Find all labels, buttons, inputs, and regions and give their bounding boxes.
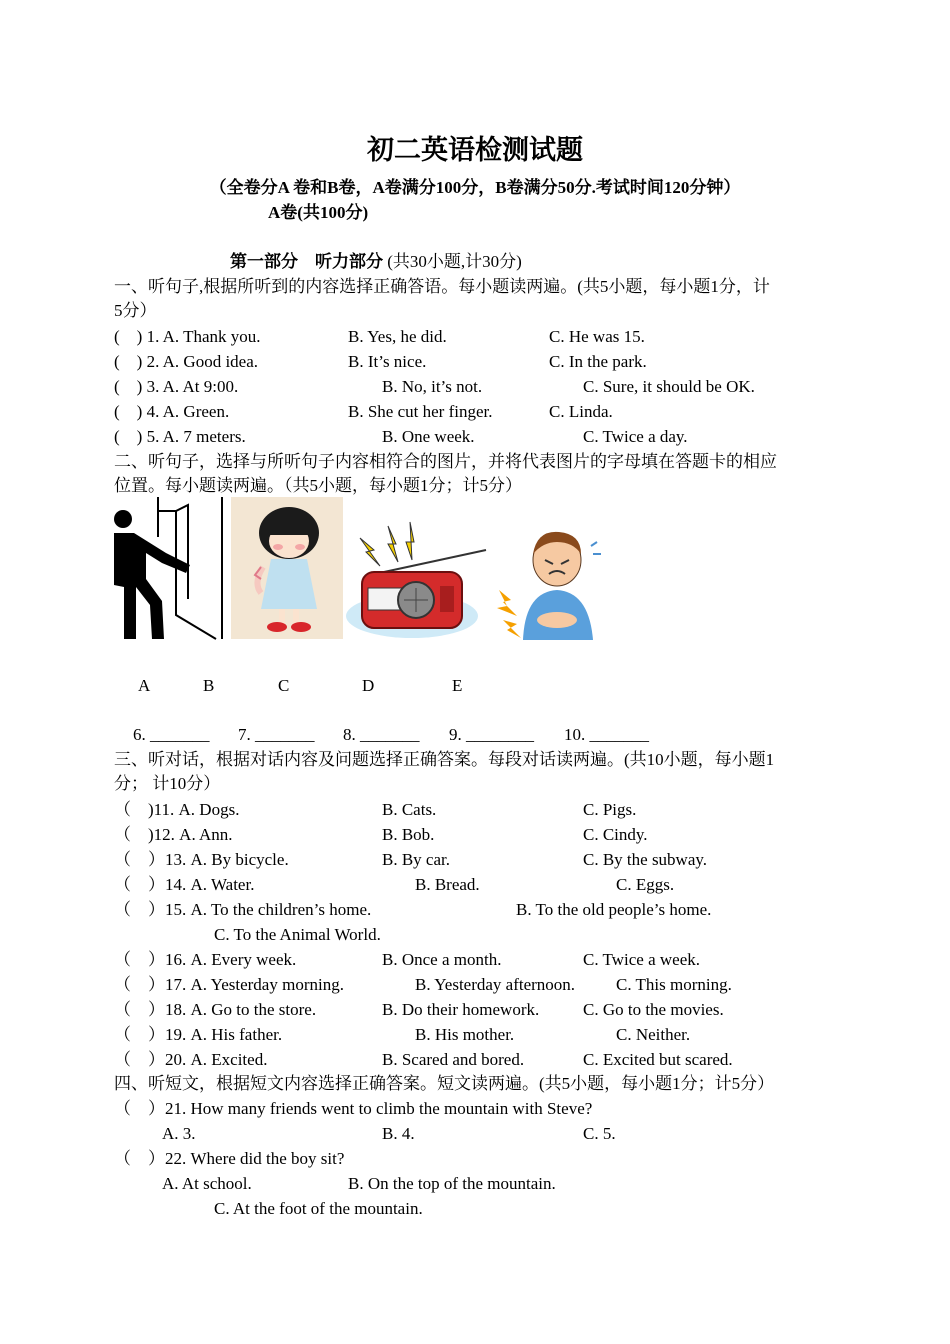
radio-picture: [344, 520, 488, 640]
question-21-option-c: C. 5.: [583, 1124, 616, 1143]
question-19-option-b: B. His mother.: [415, 1025, 515, 1044]
picture-label-b: B: [203, 676, 215, 695]
question-3-option-c: C. Sure, it should be OK.: [583, 377, 755, 396]
question-5-option-a: ( ) 5. A. 7 meters.: [114, 427, 246, 446]
question-11-option-b: B. Cats.: [382, 800, 437, 819]
question-17-option-c: C. This morning.: [616, 975, 732, 994]
question-17-option-a: （ ）17. A. Yesterday morning.: [114, 975, 344, 994]
question-2-option-a: ( ) 2. A. Good idea.: [114, 352, 259, 371]
question-13-option-b: B. By car.: [382, 850, 450, 869]
question-13-option-a: （ ）13. A. By bicycle.: [114, 850, 289, 869]
question-17-option-b: B. Yesterday afternoon.: [415, 975, 576, 994]
question-12-option-c: C. Cindy.: [583, 825, 648, 844]
part1-title: 第一部分 听力部分: [230, 252, 383, 271]
section2-instruction-cont: 位置。每小题读两遍。（共5小题，每小题1分；计5分）: [114, 476, 522, 495]
question-2-option-c: C. In the park.: [549, 352, 647, 371]
picture-label-a: A: [138, 676, 151, 695]
exam-subtitle: （全卷分A 卷和B卷，A卷满分100分，B卷满分50分.考试时间120分钟）: [209, 178, 741, 197]
question-22-stem: （ ）22. Where did the boy sit?: [114, 1149, 345, 1168]
question-5-option-c: C. Twice a day.: [583, 427, 688, 446]
girl-picture: [231, 497, 343, 639]
question-20-option-b: B. Scared and bored.: [382, 1050, 525, 1069]
question-3-option-a: ( ) 3. A. At 9:00.: [114, 377, 239, 396]
question-12-option-b: B. Bob.: [382, 825, 435, 844]
question-11-option-a: （ )11. A. Dogs.: [114, 800, 240, 819]
answer-blank-6: 6. _______: [133, 725, 210, 744]
question-15-option-c: C. To the Animal World.: [214, 925, 381, 944]
section2-instruction: 二、听句子，选择与所听句子内容相符合的图片，并将代表图片的字母填在答题卡的相应: [114, 452, 777, 471]
question-14-option-c: C. Eggs.: [616, 875, 675, 894]
question-16-option-b: B. Once a month.: [382, 950, 502, 969]
question-4-option-a: ( ) 4. A. Green.: [114, 402, 230, 421]
answer-blank-7: 7. _______: [238, 725, 315, 744]
man-opening-door-picture: [112, 497, 228, 641]
question-18-option-b: B. Do their homework.: [382, 1000, 540, 1019]
picture-label-c: C: [278, 676, 290, 695]
question-13-option-c: C. By the subway.: [583, 850, 708, 869]
page-title: 初二英语检测试题: [367, 135, 583, 165]
question-18-option-c: C. Go to the movies.: [583, 1000, 724, 1019]
question-21-option-b: B. 4.: [382, 1124, 415, 1143]
part1-heading: [230, 252, 522, 272]
question-20-option-c: C. Excited but scared.: [583, 1050, 733, 1069]
question-22-option-a: A. At school.: [162, 1174, 252, 1193]
question-11-option-c: C. Pigs.: [583, 800, 637, 819]
question-3-option-b: B. No, it’s not.: [382, 377, 483, 396]
question-2-option-b: B. It’s nice.: [348, 352, 427, 371]
question-14-option-a: （ ）14. A. Water.: [114, 875, 255, 894]
section4-instruction: 四、听短文，根据短文内容选择正确答案。短文读两遍。(共5小题，每小题1分；计5分）: [114, 1074, 775, 1093]
question-22-option-b: B. On the top of the mountain.: [348, 1174, 556, 1193]
section1-instruction: 一、听句子,根据所听到的内容选择正确答语。每小题读两遍。(共5小题，每小题1分，计: [114, 277, 770, 296]
question-15-option-b: B. To the old people’s home.: [516, 900, 712, 919]
question-4-option-b: B. She cut her finger.: [348, 402, 493, 421]
section1-instruction-cont: 5分）: [114, 301, 157, 320]
question-16-option-a: （ ）16. A. Every week.: [114, 950, 297, 969]
question-18-option-a: （ ）18. A. Go to the store.: [114, 1000, 317, 1019]
question-1-option-c: C. He was 15.: [549, 327, 645, 346]
picture-label-e: E: [452, 676, 463, 695]
picture-label-d: D: [362, 676, 375, 695]
question-1-option-a: ( ) 1. A. Thank you.: [114, 327, 261, 346]
question-1-option-b: B. Yes, he did.: [348, 327, 447, 346]
boy-stomachache-picture: [493, 520, 611, 640]
question-21-stem: （ ）21. How many friends went to climb the mountain with Steve?: [114, 1099, 593, 1118]
question-19-option-c: C. Neither.: [616, 1025, 691, 1044]
answer-blank-10: 10. _______: [564, 725, 649, 744]
question-19-option-a: （ ）19. A. His father.: [114, 1025, 283, 1044]
part1-note: (共30小题,计30分): [387, 252, 522, 271]
question-12-option-a: （ )12. A. Ann.: [114, 825, 233, 844]
question-14-option-b: B. Bread.: [415, 875, 480, 894]
section3-instruction-cont: 分； 计10分）: [114, 774, 221, 793]
question-4-option-c: C. Linda.: [549, 402, 613, 421]
question-15-option-a: （ ）15. A. To the children’s home.: [114, 900, 372, 919]
question-22-option-c: C. At the foot of the mountain.: [214, 1199, 423, 1218]
answer-blank-9: 9. ________: [449, 725, 534, 744]
paper-a-label: A卷(共100分): [268, 203, 369, 222]
question-21-option-a: A. 3.: [162, 1124, 196, 1143]
question-5-option-b: B. One week.: [382, 427, 475, 446]
answer-blank-8: 8. _______: [343, 725, 420, 744]
question-16-option-c: C. Twice a week.: [583, 950, 700, 969]
section3-instruction: 三、听对话，根据对话内容及问题选择正确答案。每段对话读两遍。(共10小题，每小题1: [114, 750, 775, 769]
question-20-option-a: （ ）20. A. Excited.: [114, 1050, 268, 1069]
